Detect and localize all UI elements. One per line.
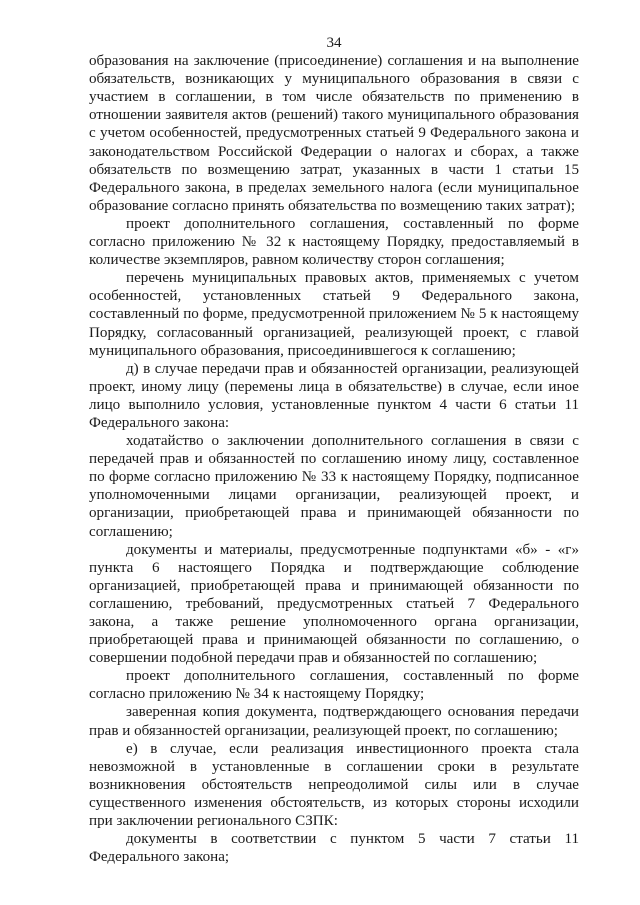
paragraph-draft-agreement-32: проект дополнительного соглашения, составленный по форме согласно приложению № 32 к настоящему Порядку, предоставляемый в количестве экземпляров, равном количеству сторон соглашения; bbox=[89, 215, 579, 269]
paragraph-documents-per-clause: документы в соответствии с пунктом 5 части 7 статьи 11 Федерального закона; bbox=[89, 831, 579, 866]
paragraph-municipal-acts-list: перечень муниципальных правовых актов, применяемых с учетом особенностей, установленных статьей 9 Федерального закона, составленный по форме, предусмотренной приложением № 5 к настоящему Порядку, согласованный организацией, реализующей проект, с главой муниципального образования, присоединившегося к соглашению; bbox=[89, 270, 579, 359]
paragraph-certified-copy: заверенная копия документа, подтверждающего основания передачи прав и обязанностей организации, реализующей проект, по соглашению; bbox=[89, 704, 579, 739]
paragraph-item-d: д) в случае передачи прав и обязанностей организации, реализующей проект, иному лицу (перемены лица в обязательстве) в случае, если иное лицо выполнило условия, установленные пунктом 4 части 6 статьи 11 Федерального закона: bbox=[89, 360, 579, 431]
page-number: 34 bbox=[326, 35, 342, 51]
paragraph-petition: ходатайство о заключении дополнительного соглашения в связи с передачей прав и обязанностей по соглашению иному лицу, составленное по форме согласно приложению № 33 к настоящему Порядку, подписанное уполномоченными лицами организации, реализующей проект, и организации, приобретающей права и принимающей обязанности по соглашению; bbox=[89, 433, 579, 540]
paragraph-documents-materials: документы и материалы, предусмотренные подпунктами «б» - «г» пункта 6 настоящего Порядка и подтверждающие соблюдение организацией, приобретающей права и принимающей обязанности по соглашению, требований, предусмотренных статьей 7 Федерального закона, а также решение уполномоченного органа организации, приобретающей права и принимающей обязанности по соглашению, о совершении подобной передачи прав и обязанностей по соглашению; bbox=[89, 541, 579, 667]
document-page bbox=[89, 34, 579, 866]
paragraph-municipal-obligations: образования на заключение (присоединение) соглашения и на выполнение обязательств, возникающих у муниципального образования в связи с участием в соглашении, в том числе обязательств по применению в отношении заявителя актов (решений) такого муниципального образования с учетом особенностей, предусмотренных статьей 9 Федерального закона и законодательством Российской Федерации о налогах и сборах, а также обязательств по возмещению затрат, указанных в части 1 статьи 15 Федерального закона, в пределах земельного налога (если муниципальное образование согласно принять обязательства по возмещению таких затрат); bbox=[89, 53, 579, 214]
paragraph-draft-agreement-34: проект дополнительного соглашения, составленный по форме согласно приложению № 34 к настоящему Порядку; bbox=[89, 668, 579, 703]
paragraph-item-e: е) в случае, если реализация инвестиционного проекта стала невозможной в установленные в соглашении сроки в результате возникновения обстоятельств непреодолимой силы или в случае существенного изменения обстоятельств, из которых стороны исходили при заключении регионального СЗПК: bbox=[89, 740, 579, 830]
